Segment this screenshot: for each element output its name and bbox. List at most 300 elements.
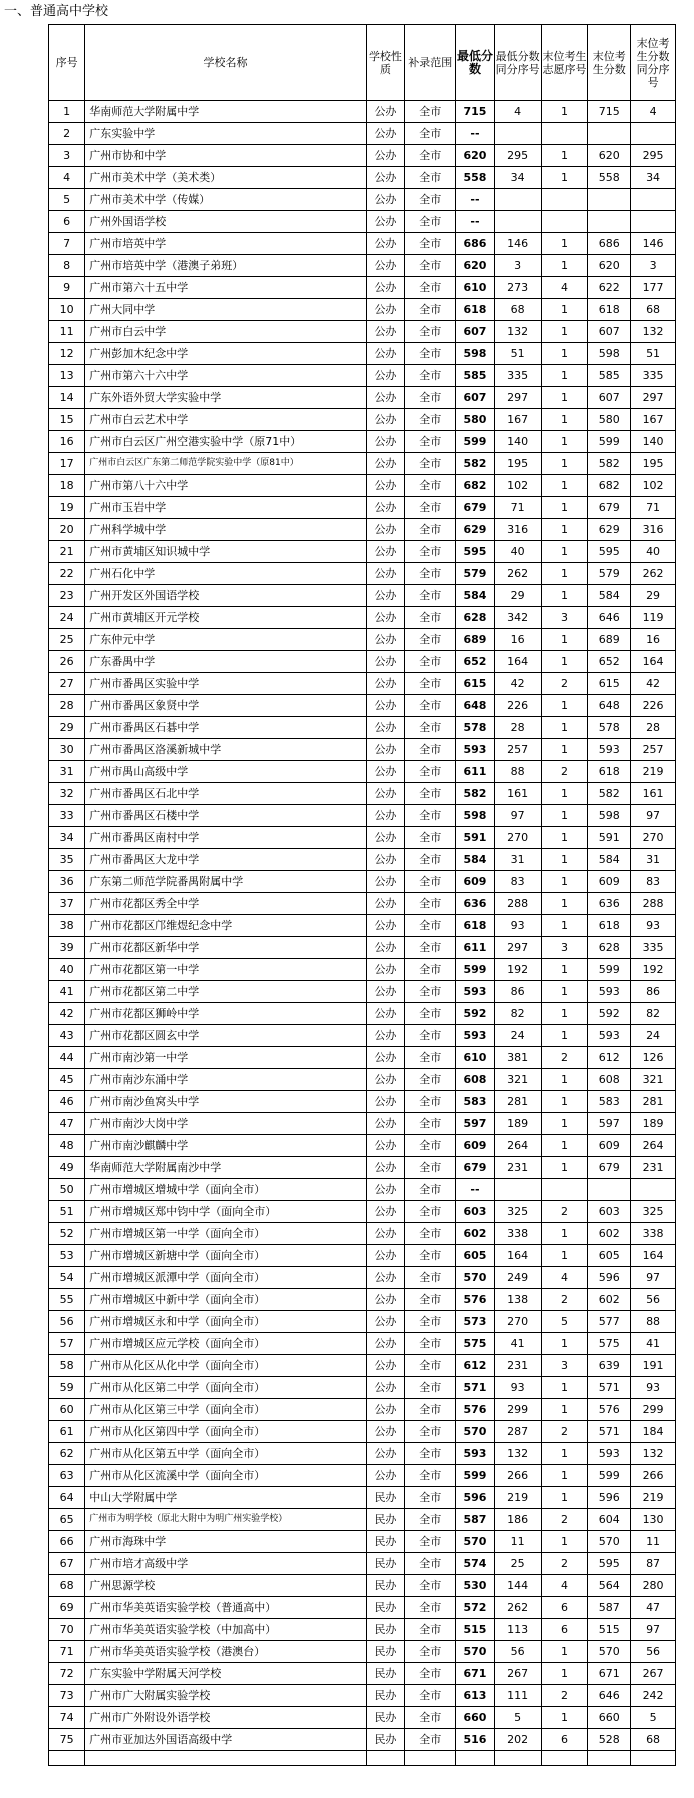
cell-last-preference: 1 xyxy=(541,431,588,453)
cell-min-score: 620 xyxy=(456,145,494,167)
cell-last-score-rank xyxy=(631,1179,676,1201)
cell-min-score-rank: 93 xyxy=(494,1377,541,1399)
cell-last-score: 602 xyxy=(588,1289,631,1311)
cell-school-name: 广州市南沙鱼窝头中学 xyxy=(85,1091,367,1113)
cell-last-preference: 6 xyxy=(541,1729,588,1751)
admission-score-table xyxy=(48,24,676,1766)
table-row xyxy=(49,1509,676,1531)
cell-min-score-rank: 262 xyxy=(494,1597,541,1619)
cell-min-score-rank: 325 xyxy=(494,1201,541,1223)
cell-school-type: 公办 xyxy=(366,761,404,783)
cell-last-score-rank: 3 xyxy=(631,255,676,277)
cell-last-preference xyxy=(541,123,588,145)
cell-school-name: 广州市番禺区石楼中学 xyxy=(85,805,367,827)
table-row xyxy=(49,981,676,1003)
cell-last-score: 584 xyxy=(588,849,631,871)
table-row xyxy=(49,717,676,739)
cell-min-score: 602 xyxy=(456,1223,494,1245)
cell-min-score: 530 xyxy=(456,1575,494,1597)
cell-min-score: 597 xyxy=(456,1113,494,1135)
cell-scope xyxy=(405,1751,456,1766)
cell-scope: 全市 xyxy=(405,915,456,937)
cell-school-name: 华南师范大学附属中学 xyxy=(85,101,367,123)
cell-school-name: 广州市黄埔区知识城中学 xyxy=(85,541,367,563)
cell-school-type: 民办 xyxy=(366,1487,404,1509)
cell-school-type xyxy=(366,1751,404,1766)
cell-last-score: 587 xyxy=(588,1597,631,1619)
table-row xyxy=(49,1575,676,1597)
cell-min-score-rank: 219 xyxy=(494,1487,541,1509)
table-row xyxy=(49,1113,676,1135)
cell-scope: 全市 xyxy=(405,805,456,827)
cell-school-type: 公办 xyxy=(366,805,404,827)
cell-last-score-rank: 97 xyxy=(631,1619,676,1641)
cell-last-score: 682 xyxy=(588,475,631,497)
cell-school-type: 公办 xyxy=(366,519,404,541)
cell-min-score: 515 xyxy=(456,1619,494,1641)
cell-seq: 18 xyxy=(49,475,85,497)
cell-min-score-rank: 68 xyxy=(494,299,541,321)
cell-min-score-rank: 88 xyxy=(494,761,541,783)
cell-last-preference: 1 xyxy=(541,1465,588,1487)
cell-min-score-rank: 297 xyxy=(494,937,541,959)
table-row xyxy=(49,1597,676,1619)
table-row xyxy=(49,695,676,717)
cell-last-score-rank: 140 xyxy=(631,431,676,453)
cell-seq: 48 xyxy=(49,1135,85,1157)
cell-last-preference: 1 xyxy=(541,1663,588,1685)
cell-seq: 12 xyxy=(49,343,85,365)
cell-last-score: 595 xyxy=(588,1553,631,1575)
cell-last-score: 618 xyxy=(588,299,631,321)
cell-seq: 10 xyxy=(49,299,85,321)
cell-seq: 54 xyxy=(49,1267,85,1289)
cell-school-type: 公办 xyxy=(366,849,404,871)
table-row xyxy=(49,651,676,673)
table-row xyxy=(49,1729,676,1751)
cell-last-preference: 3 xyxy=(541,937,588,959)
cell-min-score-rank: 316 xyxy=(494,519,541,541)
cell-min-score: 618 xyxy=(456,915,494,937)
cell-last-score-rank: 68 xyxy=(631,1729,676,1751)
cell-school-name: 广州市美术中学（传媒） xyxy=(85,189,367,211)
cell-scope: 全市 xyxy=(405,497,456,519)
cell-school-type: 公办 xyxy=(366,343,404,365)
cell-school-name: 广州市南沙第一中学 xyxy=(85,1047,367,1069)
cell-scope: 全市 xyxy=(405,519,456,541)
cell-min-score: 628 xyxy=(456,607,494,629)
cell-school-name: 广州思源学校 xyxy=(85,1575,367,1597)
cell-school-type: 民办 xyxy=(366,1509,404,1531)
cell-min-score-rank: 140 xyxy=(494,431,541,453)
cell-last-score: 585 xyxy=(588,365,631,387)
cell-school-name: 广州市白云艺术中学 xyxy=(85,409,367,431)
cell-min-score-rank: 102 xyxy=(494,475,541,497)
table-row xyxy=(49,1025,676,1047)
cell-seq: 66 xyxy=(49,1531,85,1553)
header-seq: 序号 xyxy=(49,25,85,101)
cell-last-preference: 1 xyxy=(541,1377,588,1399)
cell-min-score-rank xyxy=(494,189,541,211)
cell-min-score-rank xyxy=(494,1179,541,1201)
cell-min-score-rank: 111 xyxy=(494,1685,541,1707)
cell-last-score-rank: 93 xyxy=(631,915,676,937)
cell-school-type: 公办 xyxy=(366,1025,404,1047)
cell-last-preference: 1 xyxy=(541,1223,588,1245)
cell-min-score-rank: 132 xyxy=(494,1443,541,1465)
cell-seq: 46 xyxy=(49,1091,85,1113)
cell-last-preference: 1 xyxy=(541,695,588,717)
cell-school-type: 民办 xyxy=(366,1641,404,1663)
cell-min-score-rank xyxy=(494,1751,541,1766)
cell-min-score: 585 xyxy=(456,365,494,387)
cell-last-preference: 1 xyxy=(541,1135,588,1157)
cell-last-preference: 1 xyxy=(541,1399,588,1421)
cell-last-score: 620 xyxy=(588,255,631,277)
cell-school-type: 公办 xyxy=(366,563,404,585)
cell-min-score: 609 xyxy=(456,1135,494,1157)
cell-last-preference: 2 xyxy=(541,1289,588,1311)
cell-school-name: 广州市增城区第一中学（面向全市） xyxy=(85,1223,367,1245)
cell-seq: 24 xyxy=(49,607,85,629)
cell-school-name: 广州市增城区郑中钧中学（面向全市） xyxy=(85,1201,367,1223)
cell-scope: 全市 xyxy=(405,871,456,893)
cell-min-score-rank xyxy=(494,123,541,145)
cell-school-type: 民办 xyxy=(366,1553,404,1575)
cell-scope: 全市 xyxy=(405,1289,456,1311)
cell-min-score-rank: 164 xyxy=(494,651,541,673)
cell-last-score-rank: 270 xyxy=(631,827,676,849)
cell-last-score: 608 xyxy=(588,1069,631,1091)
table-row xyxy=(49,189,676,211)
table-row xyxy=(49,1707,676,1729)
cell-min-score-rank: 264 xyxy=(494,1135,541,1157)
cell-min-score: 612 xyxy=(456,1355,494,1377)
table-row xyxy=(49,1619,676,1641)
cell-last-score: 570 xyxy=(588,1641,631,1663)
cell-last-score-rank: 87 xyxy=(631,1553,676,1575)
cell-seq: 16 xyxy=(49,431,85,453)
cell-school-type: 公办 xyxy=(366,871,404,893)
cell-min-score: 652 xyxy=(456,651,494,673)
cell-scope: 全市 xyxy=(405,959,456,981)
cell-last-score-rank: 11 xyxy=(631,1531,676,1553)
cell-min-score: 579 xyxy=(456,563,494,585)
cell-last-preference: 1 xyxy=(541,981,588,1003)
cell-last-score: 571 xyxy=(588,1421,631,1443)
cell-school-type: 公办 xyxy=(366,959,404,981)
cell-seq: 11 xyxy=(49,321,85,343)
cell-min-score: 682 xyxy=(456,475,494,497)
cell-seq: 70 xyxy=(49,1619,85,1641)
cell-last-preference: 1 xyxy=(541,585,588,607)
cell-min-score: 570 xyxy=(456,1641,494,1663)
cell-school-type: 民办 xyxy=(366,1685,404,1707)
cell-last-score-rank: 4 xyxy=(631,101,676,123)
table-row xyxy=(49,1201,676,1223)
cell-last-preference: 1 xyxy=(541,475,588,497)
cell-seq: 38 xyxy=(49,915,85,937)
cell-seq: 32 xyxy=(49,783,85,805)
table-row xyxy=(49,871,676,893)
cell-seq: 45 xyxy=(49,1069,85,1091)
cell-last-score-rank: 42 xyxy=(631,673,676,695)
cell-last-score-rank: 119 xyxy=(631,607,676,629)
cell-min-score: 610 xyxy=(456,277,494,299)
cell-school-type: 公办 xyxy=(366,1399,404,1421)
cell-scope: 全市 xyxy=(405,695,456,717)
cell-min-score-rank: 226 xyxy=(494,695,541,717)
table-row xyxy=(49,167,676,189)
cell-min-score-rank: 267 xyxy=(494,1663,541,1685)
cell-school-name: 广州市从化区第三中学（面向全市） xyxy=(85,1399,367,1421)
cell-school-name: 广州市从化区流溪中学（面向全市） xyxy=(85,1465,367,1487)
cell-school-type: 公办 xyxy=(366,1157,404,1179)
cell-last-preference: 1 xyxy=(541,1641,588,1663)
cell-min-score-rank: 299 xyxy=(494,1399,541,1421)
cell-last-score-rank: 338 xyxy=(631,1223,676,1245)
cell-last-score-rank: 316 xyxy=(631,519,676,541)
cell-last-score-rank: 335 xyxy=(631,365,676,387)
table-row xyxy=(49,783,676,805)
cell-school-type: 民办 xyxy=(366,1707,404,1729)
cell-last-score: 646 xyxy=(588,607,631,629)
cell-last-score: 558 xyxy=(588,167,631,189)
cell-seq: 69 xyxy=(49,1597,85,1619)
cell-school-name: 广州市玉岩中学 xyxy=(85,497,367,519)
cell-school-type: 公办 xyxy=(366,783,404,805)
cell-seq: 75 xyxy=(49,1729,85,1751)
table-row xyxy=(49,849,676,871)
table-row xyxy=(49,1179,676,1201)
table-row xyxy=(49,937,676,959)
cell-min-score: 574 xyxy=(456,1553,494,1575)
cell-last-score: 599 xyxy=(588,1465,631,1487)
cell-seq: 43 xyxy=(49,1025,85,1047)
cell-last-preference: 1 xyxy=(541,519,588,541)
cell-school-name: 广州市培才高级中学 xyxy=(85,1553,367,1575)
table-row xyxy=(49,255,676,277)
table-row xyxy=(49,299,676,321)
cell-seq: 20 xyxy=(49,519,85,541)
cell-min-score-rank: 202 xyxy=(494,1729,541,1751)
cell-school-type: 公办 xyxy=(366,1289,404,1311)
cell-school-name: 广州市协和中学 xyxy=(85,145,367,167)
cell-last-preference: 1 xyxy=(541,145,588,167)
cell-school-name: 广州市华美英语实验学校（港澳台） xyxy=(85,1641,367,1663)
cell-last-preference: 1 xyxy=(541,893,588,915)
cell-last-score-rank: 299 xyxy=(631,1399,676,1421)
cell-scope: 全市 xyxy=(405,1003,456,1025)
cell-last-preference: 1 xyxy=(541,409,588,431)
cell-school-type: 公办 xyxy=(366,1113,404,1135)
cell-min-score-rank: 231 xyxy=(494,1355,541,1377)
table-row xyxy=(49,541,676,563)
cell-scope: 全市 xyxy=(405,1135,456,1157)
cell-last-preference: 2 xyxy=(541,1685,588,1707)
table-header-row xyxy=(49,25,676,101)
cell-scope: 全市 xyxy=(405,1223,456,1245)
cell-last-preference: 1 xyxy=(541,783,588,805)
cell-school-type: 公办 xyxy=(366,321,404,343)
header-last-score: 末位考生分数 xyxy=(588,25,631,101)
cell-school-type: 公办 xyxy=(366,1047,404,1069)
cell-last-score xyxy=(588,189,631,211)
cell-last-score xyxy=(588,211,631,233)
cell-min-score: 516 xyxy=(456,1729,494,1751)
cell-scope: 全市 xyxy=(405,1091,456,1113)
cell-min-score-rank: 338 xyxy=(494,1223,541,1245)
cell-last-score-rank: 29 xyxy=(631,585,676,607)
cell-min-score: 570 xyxy=(456,1267,494,1289)
cell-school-type: 民办 xyxy=(366,1575,404,1597)
cell-min-score-rank: 86 xyxy=(494,981,541,1003)
cell-school-name xyxy=(85,1751,367,1766)
cell-min-score-rank: 287 xyxy=(494,1421,541,1443)
cell-min-score-rank: 25 xyxy=(494,1553,541,1575)
cell-last-score-rank: 5 xyxy=(631,1707,676,1729)
cell-school-type: 公办 xyxy=(366,739,404,761)
cell-last-score-rank: 288 xyxy=(631,893,676,915)
cell-min-score: 599 xyxy=(456,1465,494,1487)
cell-last-preference: 4 xyxy=(541,277,588,299)
cell-last-score-rank: 34 xyxy=(631,167,676,189)
cell-seq: 72 xyxy=(49,1663,85,1685)
cell-last-score xyxy=(588,1751,631,1766)
cell-school-name: 广州市海珠中学 xyxy=(85,1531,367,1553)
cell-school-name: 广州市亚加达外国语高级中学 xyxy=(85,1729,367,1751)
cell-min-score-rank: 297 xyxy=(494,387,541,409)
cell-last-score-rank xyxy=(631,123,676,145)
cell-school-type: 公办 xyxy=(366,1223,404,1245)
table-row xyxy=(49,1311,676,1333)
cell-scope: 全市 xyxy=(405,563,456,585)
cell-school-type: 公办 xyxy=(366,585,404,607)
cell-last-preference: 1 xyxy=(541,1245,588,1267)
table-row xyxy=(49,1487,676,1509)
cell-school-name: 广东番禺中学 xyxy=(85,651,367,673)
cell-school-name: 广州市花都区新华中学 xyxy=(85,937,367,959)
cell-school-name: 广州市从化区从化中学（面向全市） xyxy=(85,1355,367,1377)
cell-seq: 51 xyxy=(49,1201,85,1223)
table-row xyxy=(49,233,676,255)
table-row xyxy=(49,1465,676,1487)
cell-school-type: 公办 xyxy=(366,1333,404,1355)
table-row xyxy=(49,1289,676,1311)
cell-last-score-rank: 28 xyxy=(631,717,676,739)
cell-min-score-rank: 93 xyxy=(494,915,541,937)
cell-min-score: 584 xyxy=(456,849,494,871)
cell-seq: 15 xyxy=(49,409,85,431)
cell-min-score: 715 xyxy=(456,101,494,123)
cell-last-score: 652 xyxy=(588,651,631,673)
cell-last-score: 564 xyxy=(588,1575,631,1597)
cell-scope: 全市 xyxy=(405,431,456,453)
cell-seq: 42 xyxy=(49,1003,85,1025)
cell-last-score-rank: 219 xyxy=(631,761,676,783)
table-row xyxy=(49,1685,676,1707)
cell-last-score-rank: 71 xyxy=(631,497,676,519)
cell-last-score-rank: 295 xyxy=(631,145,676,167)
table-row xyxy=(49,1245,676,1267)
cell-last-score: 660 xyxy=(588,1707,631,1729)
cell-last-score: 679 xyxy=(588,1157,631,1179)
cell-school-name: 广州市花都区第二中学 xyxy=(85,981,367,1003)
cell-school-name: 广州市花都区狮岭中学 xyxy=(85,1003,367,1025)
cell-school-name: 广州大同中学 xyxy=(85,299,367,321)
cell-last-preference: 6 xyxy=(541,1597,588,1619)
cell-last-score-rank: 164 xyxy=(631,1245,676,1267)
cell-seq: 33 xyxy=(49,805,85,827)
cell-last-preference: 1 xyxy=(541,827,588,849)
cell-school-type: 公办 xyxy=(366,541,404,563)
cell-last-score: 607 xyxy=(588,387,631,409)
table-row xyxy=(49,959,676,981)
table-row xyxy=(49,387,676,409)
cell-min-score: 593 xyxy=(456,739,494,761)
cell-scope: 全市 xyxy=(405,1311,456,1333)
cell-last-score: 582 xyxy=(588,453,631,475)
cell-min-score-rank: 71 xyxy=(494,497,541,519)
cell-seq: 58 xyxy=(49,1355,85,1377)
cell-seq: 74 xyxy=(49,1707,85,1729)
cell-last-preference: 1 xyxy=(541,1069,588,1091)
cell-min-score-rank: 381 xyxy=(494,1047,541,1069)
table-row xyxy=(49,1003,676,1025)
cell-min-score-rank: 56 xyxy=(494,1641,541,1663)
table-row xyxy=(49,1443,676,1465)
cell-school-type: 公办 xyxy=(366,717,404,739)
cell-seq: 52 xyxy=(49,1223,85,1245)
cell-last-preference: 3 xyxy=(541,1355,588,1377)
cell-min-score: 593 xyxy=(456,1025,494,1047)
cell-last-preference: 1 xyxy=(541,321,588,343)
cell-last-score-rank: 88 xyxy=(631,1311,676,1333)
table-row xyxy=(49,893,676,915)
cell-last-score: 571 xyxy=(588,1377,631,1399)
cell-scope: 全市 xyxy=(405,1069,456,1091)
table-row xyxy=(49,563,676,585)
cell-min-score-rank: 288 xyxy=(494,893,541,915)
table-row xyxy=(49,1399,676,1421)
cell-seq: 57 xyxy=(49,1333,85,1355)
cell-scope: 全市 xyxy=(405,1663,456,1685)
cell-scope: 全市 xyxy=(405,343,456,365)
cell-scope: 全市 xyxy=(405,607,456,629)
cell-last-score-rank: 97 xyxy=(631,1267,676,1289)
cell-min-score-rank: 113 xyxy=(494,1619,541,1641)
header-min-score: 最低分数 xyxy=(456,25,494,101)
table-row xyxy=(49,343,676,365)
cell-seq: 7 xyxy=(49,233,85,255)
cell-last-score-rank: 24 xyxy=(631,1025,676,1047)
table-row xyxy=(49,827,676,849)
cell-min-score-rank xyxy=(494,211,541,233)
table-row xyxy=(49,1355,676,1377)
cell-min-score: 593 xyxy=(456,1443,494,1465)
cell-min-score-rank: 273 xyxy=(494,277,541,299)
cell-school-name: 广州市第六十五中学 xyxy=(85,277,367,299)
cell-last-preference: 2 xyxy=(541,1553,588,1575)
cell-last-preference: 3 xyxy=(541,607,588,629)
cell-scope: 全市 xyxy=(405,585,456,607)
table-row xyxy=(49,409,676,431)
cell-seq: 34 xyxy=(49,827,85,849)
cell-seq: 59 xyxy=(49,1377,85,1399)
cell-school-name: 广州市华美英语实验学校（普通高中） xyxy=(85,1597,367,1619)
cell-min-score: 570 xyxy=(456,1421,494,1443)
cell-seq: 22 xyxy=(49,563,85,585)
